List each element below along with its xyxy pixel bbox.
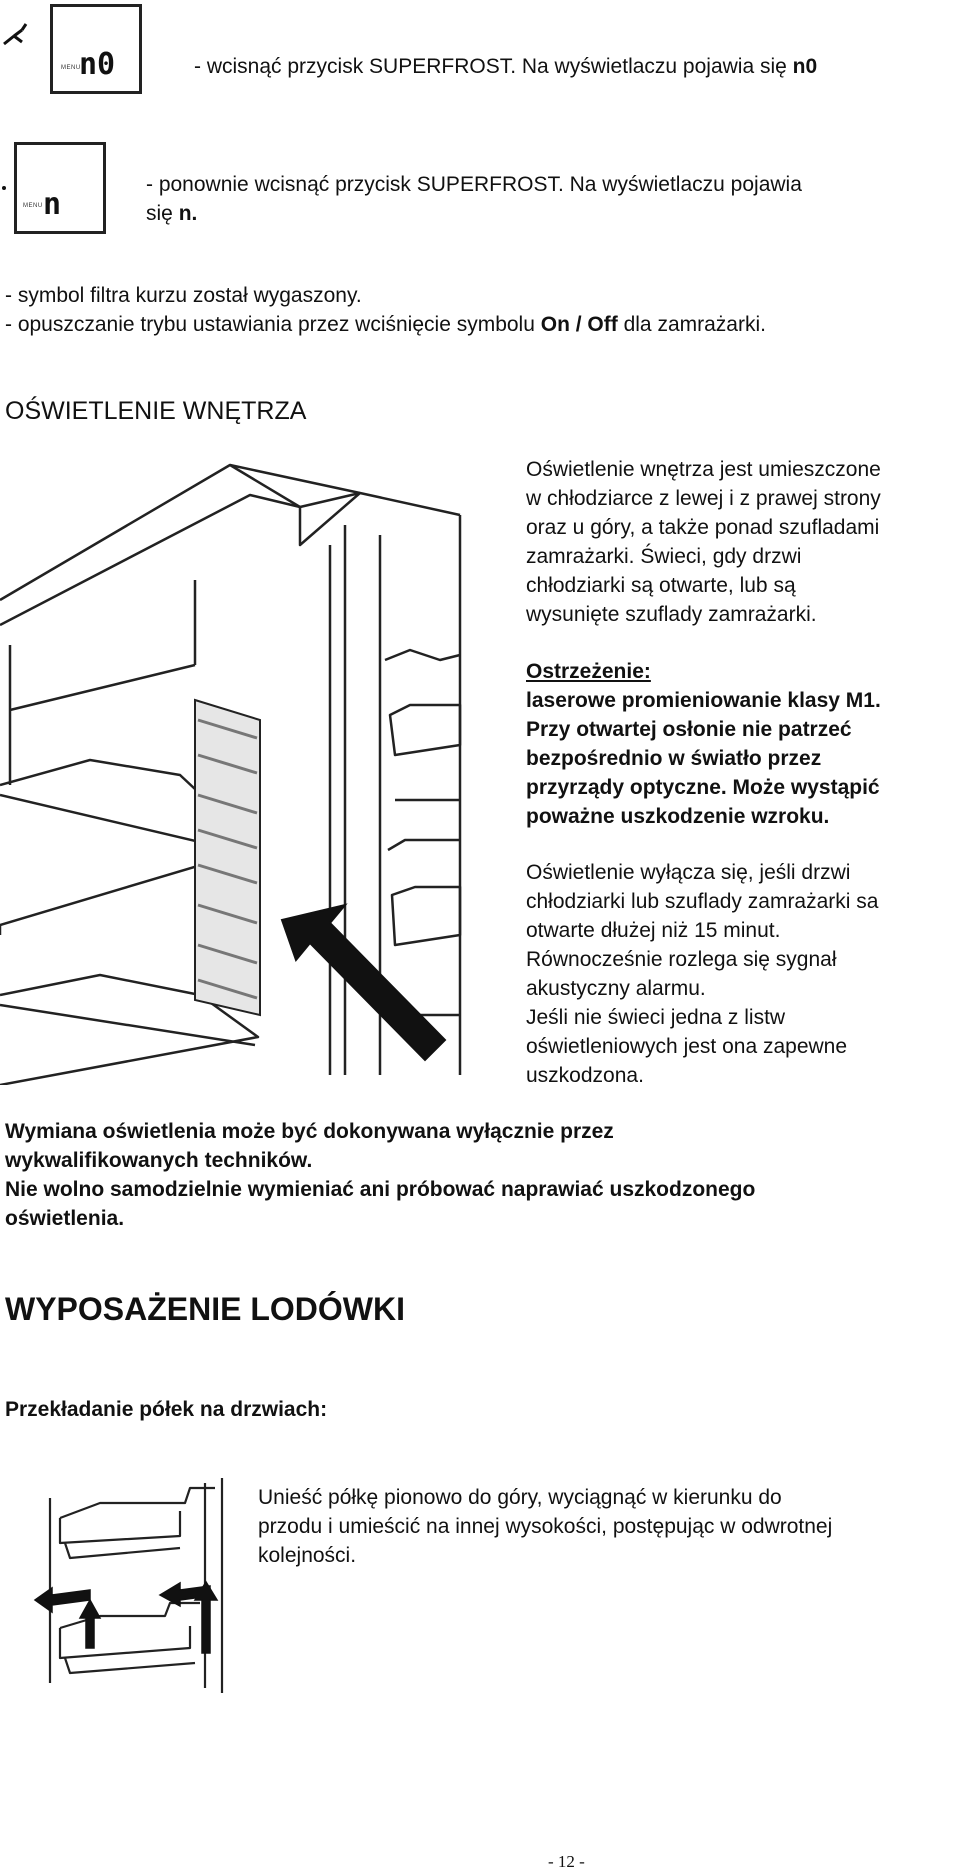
exit-note: - opuszczanie trybu ustawiania przez wciśnięcie symbolu On / Off dla zamrażarki. (5, 313, 766, 336)
lighting-description: Oświetlenie wnętrza jest umieszczone w chłodziarce z lewej i z prawej strony oraz u góry, a także ponad szufladami zamrażarki. Świeci, gdy drzwi chłodziarki są otwarte, lub są wysunięte szuflady zamrażarki. (526, 458, 881, 626)
display-step2 (14, 142, 106, 234)
warning-title: Ostrzeżenie: (526, 660, 651, 683)
display-value: n0 (79, 47, 116, 82)
equipment-subtitle: Przekładanie półek na drzwiach: (5, 1398, 328, 1421)
replacement-warning: Wymiana oświetlenia może być dokonywana wyłącznie przez wykwalifikowanych techników. Nie wolno samodzielnie wymieniać ani próbować naprawiać uszkodzonego oświetlenia. (5, 1120, 756, 1230)
hand-icon (0, 22, 36, 52)
fridge-interior-illustration (0, 455, 510, 1085)
equipment-title: WYPOSAŻENIE LODÓWKI (5, 1291, 405, 1327)
laser-warning: Ostrzeżenie: laserowe promieniowanie klasy M1. Przy otwartej osłonie nie patrzeć bezpośrednio w światło przez przyrządy optyczne. Może wystąpić poważne uszkodzenie wzroku. (526, 657, 956, 831)
display-step1 (50, 4, 142, 94)
door-shelf-illustration (30, 1478, 235, 1693)
lighting-title: OŚWIETLENIE WNĘTRZA (5, 397, 307, 425)
display-value: n (43, 187, 62, 222)
shelf-instructions: Unieść półkę pionowo do góry, wyciągnąć w kierunku do przodu i umieścić na innej wysokości, postępując w odwrotnej kolejności. (258, 1486, 833, 1567)
hand-icon-small (0, 180, 10, 190)
menu-label: MENU (61, 65, 81, 71)
page-number: - 12 - (548, 1852, 585, 1871)
step2-text: - ponownie wcisnąć przycisk SUPERFROST. Na wyświetlaczu pojawia się n. (146, 173, 802, 225)
step1-text: - wcisnąć przycisk SUPERFROST. Na wyświetlaczu pojawia się n0 (194, 55, 818, 78)
filter-note: - symbol filtra kurzu został wygaszony. (5, 284, 362, 307)
auto-off-description: Oświetlenie wyłącza się, jeśli drzwi chłodziarki lub szuflady zamrażarki sa otwarte dłużej niż 15 minut. Równocześnie rozlega się sygnał akustyczny alarmu. Jeśli nie świeci jedna z listw oświetleniowych jest ona zapewne uszkodzona. (526, 861, 879, 1087)
menu-label: MENU (23, 203, 43, 209)
